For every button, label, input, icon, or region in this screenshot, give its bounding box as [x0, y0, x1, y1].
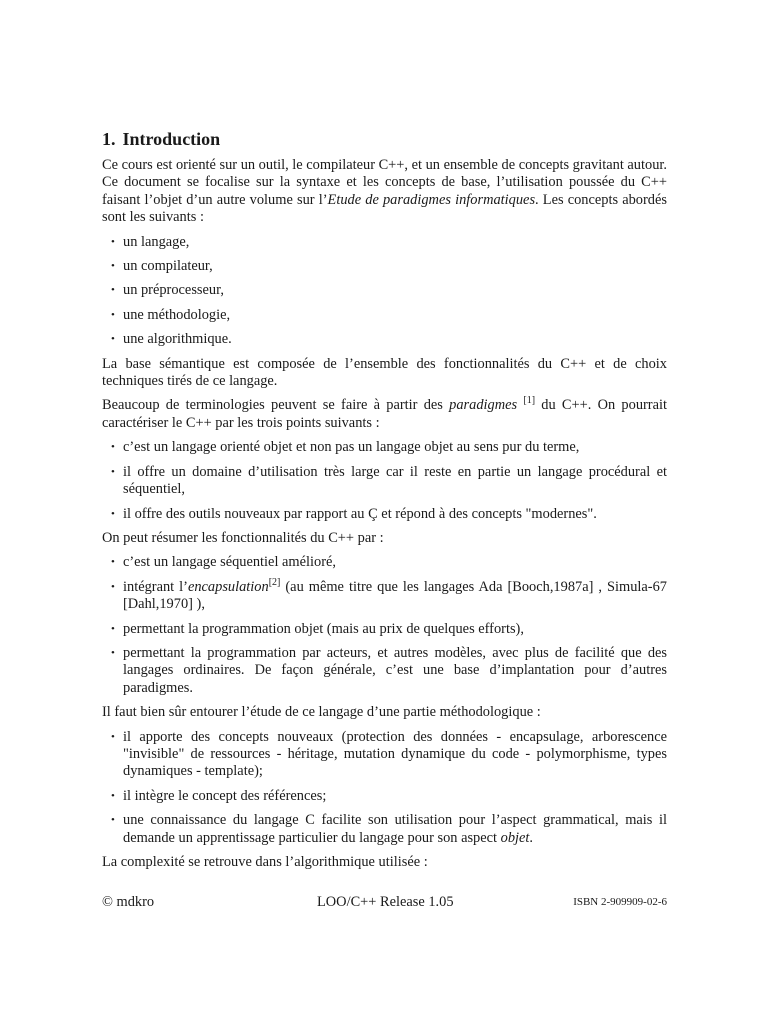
list-item	[102, 331, 667, 348]
text-run: .	[529, 829, 534, 846]
list-item	[102, 645, 667, 697]
list-item-text: il offre un domaine d’utilisation très large car il reste en partie un langage procédural et séquentiel,	[123, 463, 667, 498]
page-body	[102, 128, 667, 878]
italic-text: Etude de paradigmes informatiques	[327, 191, 536, 208]
section-title: Introduction	[122, 129, 221, 149]
list-item	[102, 234, 667, 251]
bullet-icon: •	[111, 622, 115, 635]
summary-paragraph: On peut résumer les fonctionnalités du C++ par :	[102, 529, 384, 546]
list-item-text: il offre des outils nouveaux par rapport au Ç et répond à des concepts "modernes".	[123, 505, 597, 522]
footer-release: LOO/C++ Release 1.05	[317, 894, 454, 910]
methodology-list	[102, 729, 667, 847]
list-item-text: une méthodologie,	[123, 306, 231, 323]
complexity-paragraph: La complexité se retrouve dans l’algorithmique utilisée :	[102, 854, 428, 870]
bullet-icon: •	[111, 507, 115, 520]
bullet-icon: •	[111, 308, 115, 321]
characteristics-list	[102, 439, 667, 523]
text-run: Beaucoup de terminologies peuvent se faire à partir des	[102, 397, 450, 414]
list-item-text: il apporte des concepts nouveaux (protection des données - encapsulage, arborescence "invisible" de ressources - héritage, mutation dynamique du code - polymorphisme, types dynamiques - template);	[123, 728, 667, 780]
text-run: (au même titre que les langages Ada [Booch,1987a] , Simula-67 [Dahl,1970] ),	[123, 578, 667, 613]
features-list	[102, 554, 667, 697]
bullet-icon: •	[111, 465, 115, 478]
list-item-text: un langage,	[123, 233, 190, 250]
italic-text: objet	[500, 829, 530, 846]
list-item	[102, 258, 667, 275]
list-item	[102, 464, 667, 499]
intro-paragraph	[102, 157, 667, 227]
list-item	[102, 506, 667, 523]
footnote-ref: [2]	[268, 576, 281, 588]
footnote-ref: [1]	[523, 395, 536, 407]
list-item	[102, 576, 667, 614]
bullet-icon: •	[111, 730, 115, 743]
list-item	[102, 788, 667, 805]
list-item	[102, 282, 667, 299]
section-heading	[102, 128, 667, 150]
list-item-text: il intègre le concept des références;	[123, 787, 327, 804]
bullet-icon: •	[111, 333, 115, 346]
list-item-text: un préprocesseur,	[123, 282, 224, 299]
list-item	[102, 439, 667, 456]
text-run: une connaissance du langage C facilite son utilisation pour l’aspect grammatical, mais il demande un apprentissage particulier du langage pour son aspect	[123, 812, 667, 846]
methodology-paragraph: Il faut bien sûr entourer l’étude de ce langage d’une partie méthodologique :	[102, 704, 541, 721]
bullet-icon: •	[111, 441, 115, 454]
section-number: 1.	[102, 129, 116, 149]
text-run: du C++. On pourrait caractériser le C++ par les trois points suivants :	[102, 397, 667, 431]
italic-text: paradigmes	[449, 397, 518, 414]
list-item-text: permettant la programmation par acteurs, et autres modèles, avec plus de facilité que des langages ordinaires. De façon générale, c’est une base d’implantation pour d’autres paradigmes.	[123, 644, 667, 696]
bullet-icon: •	[111, 646, 115, 659]
list-item-text: permettant la programmation objet (mais au prix de quelques efforts),	[123, 620, 524, 637]
list-item	[102, 621, 667, 638]
list-item	[102, 729, 667, 781]
footer-copyright: © mdkro	[102, 894, 155, 910]
bullet-icon: •	[111, 235, 115, 248]
list-item-text: une algorithmique.	[123, 331, 232, 348]
footer-isbn: ISBN 2-909909-02-6	[573, 896, 667, 908]
list-item-text: c’est un langage orienté objet et non pas un langage objet au sens pur du terme,	[123, 439, 580, 456]
list-item	[102, 812, 667, 847]
bullet-icon: •	[111, 814, 115, 827]
paradigms-paragraph	[102, 397, 667, 432]
list-item-text: c’est un langage séquentiel amélioré,	[123, 554, 336, 571]
text-run: . Les concepts abordés sont les suivants :	[102, 191, 667, 226]
list-item	[102, 307, 667, 324]
list-item-text: un compilateur,	[123, 258, 213, 275]
text-run: intégrant l’	[123, 578, 188, 595]
list-item	[102, 554, 667, 571]
bullet-icon: •	[111, 284, 115, 297]
bullet-icon: •	[111, 789, 115, 802]
bullet-icon: •	[111, 260, 115, 273]
text-run: Ce cours est orienté sur un outil, le compilateur C++, et un ensemble de concepts gravitant autour. Ce document se focalise sur la syntaxe et les concepts de base, l’utilisation poussée du C++ faisant l’objet d’un autre volume sur l’	[102, 157, 667, 208]
bullet-icon: •	[111, 580, 115, 593]
bullet-icon: •	[111, 556, 115, 569]
concepts-list	[102, 234, 667, 349]
semantics-paragraph: La base sémantique est composée de l’ensemble des fonctionnalités du C++ et de choix techniques tirés de ce langage.	[102, 355, 667, 390]
page-footer	[102, 894, 667, 912]
italic-text: encapsulation	[187, 578, 269, 595]
